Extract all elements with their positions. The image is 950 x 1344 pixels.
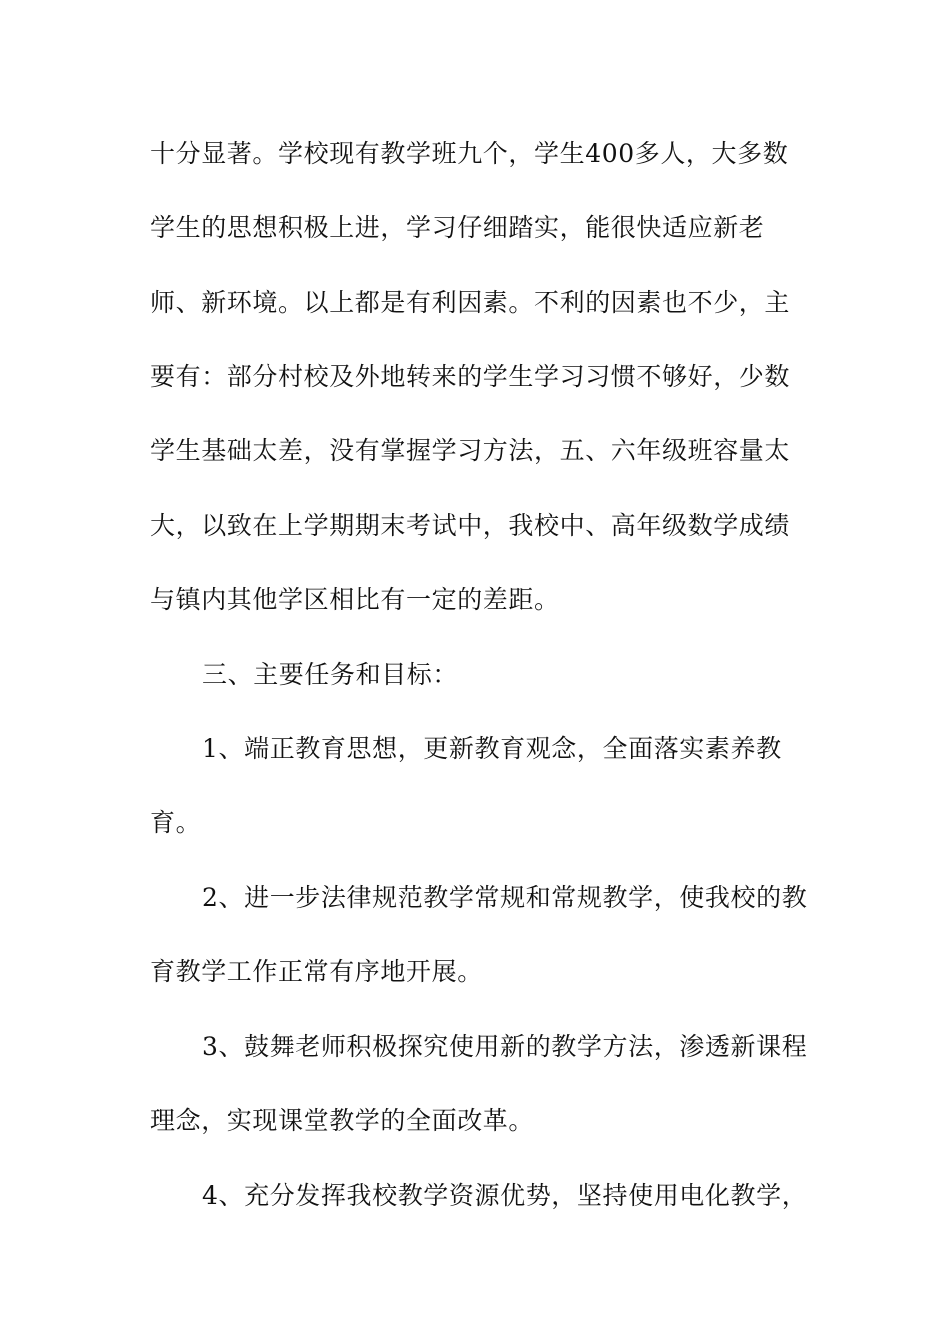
paragraph-line: 十分显著。学校现有教学班九个，学生400多人，大多数: [150, 139, 789, 168]
list-item-2-continuation: 育教学工作正常有序地开展。: [150, 957, 483, 986]
list-item-3-line: 3、鼓舞老师积极探究使用新的教学方法，渗透新课程: [202, 1032, 808, 1061]
paragraph-line: 学生的思想积极上进，学习仔细踏实，能很快适应新老: [150, 213, 765, 242]
list-item-3-continuation: 理念，实现课堂教学的全面改革。: [150, 1106, 535, 1135]
paragraph-line: 师、新环境。以上都是有利因素。不利的因素也不少，主: [150, 288, 791, 317]
paragraph-line: 与镇内其他学区相比有一定的差距。: [150, 585, 560, 614]
list-item-1-continuation: 育。: [150, 808, 202, 837]
list-item-1-line: 1、端正教育思想，更新教育观念，全面落实素养教: [202, 734, 782, 763]
paragraph-line: 学生基础太差，没有掌握学习方法，五、六年级班容量太: [150, 436, 791, 465]
paragraph-line: 大，以致在上学期期末考试中，我校中、高年级数学成绩: [150, 511, 791, 540]
section-heading: 三、主要任务和目标：: [202, 660, 459, 689]
list-item-4-line: 4、充分发挥我校教学资源优势，坚持使用电化教学，: [202, 1181, 808, 1210]
paragraph-line: 要有：部分村校及外地转来的学生学习习惯不够好，少数: [150, 362, 791, 391]
list-item-2-line: 2、进一步法律规范教学常规和常规教学，使我校的教: [202, 883, 808, 912]
